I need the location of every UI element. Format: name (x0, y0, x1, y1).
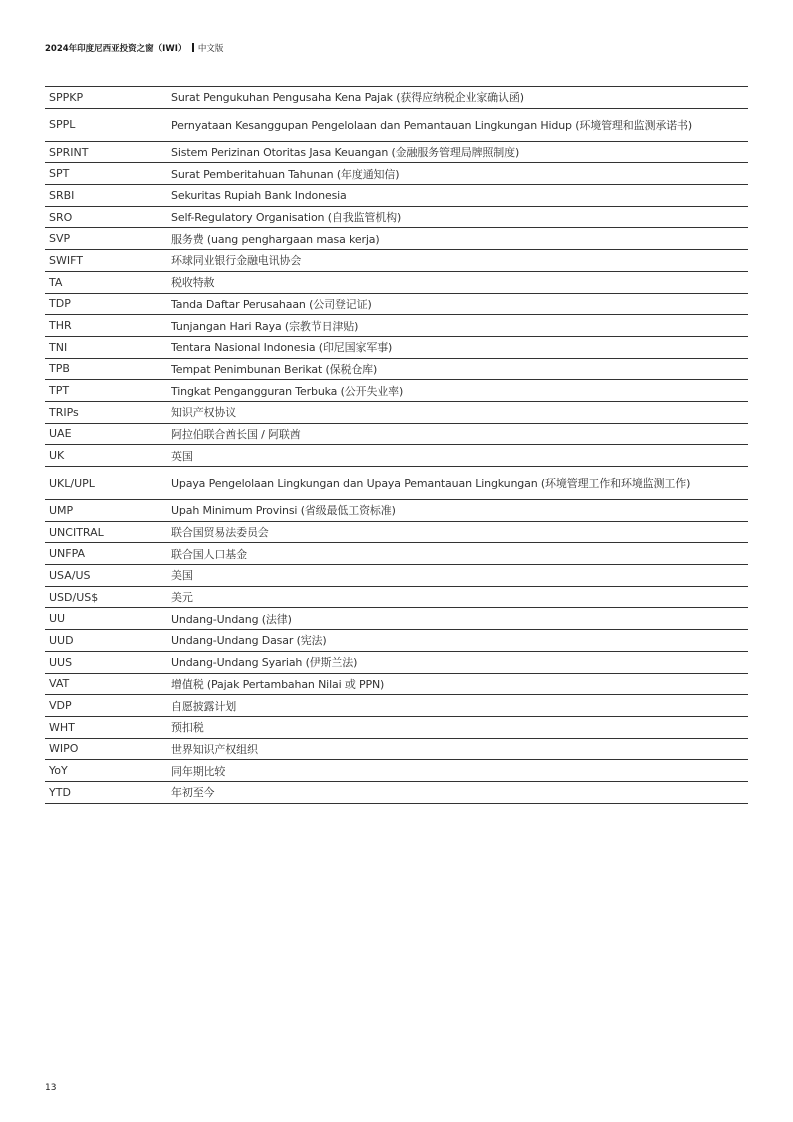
table-row (45, 445, 748, 467)
definition-cell: Surat Pemberitahuan Tahunan (年度通知信) (171, 167, 400, 181)
definition-cell: 服务费 (uang penghargaan masa kerja) (171, 232, 380, 246)
definition-cell: 英国 (171, 449, 193, 463)
abbreviation-cell: UUS (49, 655, 73, 669)
abbreviation-cell: USA/US (49, 568, 91, 582)
definition-cell: Surat Pengukuhan Pengusaha Kena Pajak (获得应纳税企业家确认函) (171, 91, 524, 105)
definition-cell: 美国 (171, 569, 193, 583)
definition-cell: Tunjangan Hari Raya (宗教节日津贴) (171, 319, 359, 333)
abbreviation-cell: SRO (49, 210, 73, 224)
table-row (45, 565, 748, 587)
table-row (45, 294, 748, 316)
table-row (45, 674, 748, 696)
table-row (45, 207, 748, 229)
abbreviation-cell: YoY (49, 764, 68, 778)
table-row (45, 380, 748, 402)
definition-cell: 联合国人口基金 (171, 547, 247, 561)
abbreviation-cell: TNI (49, 340, 68, 354)
definition-cell: Self-Regulatory Organisation (自我监管机构) (171, 211, 402, 225)
abbreviation-cell: THR (49, 319, 72, 333)
table-row (45, 87, 748, 109)
definition-cell: Tempat Penimbunan Berikat (保税仓库) (171, 362, 378, 376)
table-row (45, 739, 748, 761)
definition-cell: Undang-Undang Dasar (宪法) (171, 634, 327, 648)
abbreviation-cell: UNCITRAL (49, 525, 104, 539)
definition-cell: Sekuritas Rupiah Bank Indonesia (171, 188, 347, 202)
definition-cell: 增值税 (Pajak Pertambahan Nilai 或 PPN) (171, 677, 385, 691)
table-row (45, 109, 748, 142)
abbreviation-cell: VAT (49, 677, 70, 691)
abbreviation-cell: SPT (49, 167, 70, 181)
table-row (45, 630, 748, 652)
document-title: 2024年印度尼西亚投资之窗（IWI） (45, 44, 187, 54)
definition-cell: Tanda Daftar Perusahaan (公司登记证) (171, 297, 372, 311)
page-number: 13 (45, 1083, 57, 1093)
table-row (45, 587, 748, 609)
table-row (45, 522, 748, 544)
abbreviation-table (45, 86, 748, 804)
abbreviation-cell: UUD (49, 633, 74, 647)
abbreviation-cell: TA (49, 275, 63, 289)
abbreviation-cell: TDP (49, 297, 71, 311)
abbreviation-cell: SVP (49, 232, 71, 246)
definition-cell: 年初至今 (171, 786, 215, 800)
edition-label: 中文版 (197, 44, 224, 54)
table-row (45, 142, 748, 164)
abbreviation-cell: YTD (49, 785, 71, 799)
running-header (45, 43, 223, 55)
table-row (45, 760, 748, 782)
definition-cell: 税收特赦 (171, 276, 215, 290)
abbreviation-cell: SRBI (49, 188, 75, 202)
table-row (45, 402, 748, 424)
abbreviation-cell: SPPKP (49, 90, 84, 104)
abbreviation-cell: TPT (49, 384, 70, 398)
definition-cell: Upaya Pengelolaan Lingkungan dan Upaya Pemantauan Lingkungan (环境管理工作和环境监测工作) (171, 477, 691, 490)
abbreviation-cell: USD/US$ (49, 590, 99, 604)
abbreviation-cell: UMP (49, 503, 74, 517)
abbreviation-cell: SWIFT (49, 253, 83, 267)
table-row (45, 315, 748, 337)
definition-cell: Undang-Undang Syariah (伊斯兰法) (171, 656, 358, 670)
definition-cell: Upah Minimum Provinsi (省级最低工资标准) (171, 504, 396, 518)
abbreviation-cell: UK (49, 449, 65, 463)
definition-cell: Tingkat Pengangguran Terbuka (公开失业率) (171, 384, 404, 398)
table-row (45, 359, 748, 381)
definition-cell: 美元 (171, 591, 193, 605)
table-row (45, 185, 748, 207)
definition-cell: 同年期比较 (171, 764, 226, 778)
abbreviation-cell: WHT (49, 720, 75, 734)
table-row (45, 467, 748, 500)
abbreviation-cell: UU (49, 612, 66, 626)
table-row (45, 608, 748, 630)
table-row (45, 424, 748, 446)
definition-cell: Pernyataan Kesanggupan Pengelolaan dan Pemantauan Lingkungan Hidup (环境管理和监测承诺书) (171, 118, 693, 132)
table-row (45, 695, 748, 717)
table-row (45, 782, 748, 804)
definition-cell: 环球同业银行金融电讯协会 (171, 254, 302, 268)
table-row (45, 272, 748, 294)
table-row (45, 652, 748, 674)
abbreviation-cell: WIPO (49, 742, 79, 756)
table-row (45, 337, 748, 359)
definition-cell: 联合国贸易法委员会 (171, 526, 269, 540)
abbreviation-cell: UKL/UPL (49, 476, 95, 490)
header-divider (192, 43, 194, 52)
table-row (45, 543, 748, 565)
definition-cell: 世界知识产权组织 (171, 742, 258, 756)
abbreviation-cell: UNFPA (49, 547, 86, 561)
definition-cell: 预扣税 (171, 721, 204, 735)
abbreviation-cell: UAE (49, 427, 72, 441)
table-row (45, 717, 748, 739)
table-row (45, 228, 748, 250)
definition-cell: 阿拉伯联合酋长国 / 阿联酋 (171, 427, 301, 441)
table-row (45, 250, 748, 272)
definition-cell: Undang-Undang (法律) (171, 612, 292, 626)
definition-cell: 知识产权协议 (171, 406, 237, 420)
definition-cell: 自愿披露计划 (171, 699, 237, 713)
abbreviation-cell: SPPL (49, 118, 76, 132)
abbreviation-cell: TPB (49, 362, 70, 376)
definition-cell: Tentara Nasional Indonesia (印尼国家军事) (171, 341, 393, 355)
abbreviation-cell: SPRINT (49, 145, 89, 159)
abbreviation-cell: TRIPs (49, 405, 79, 419)
definition-cell: Sistem Perizinan Otoritas Jasa Keuangan (金融服务管理局牌照制度) (171, 146, 520, 160)
table-row (45, 500, 748, 522)
abbreviation-cell: VDP (49, 699, 72, 713)
table-row (45, 163, 748, 185)
